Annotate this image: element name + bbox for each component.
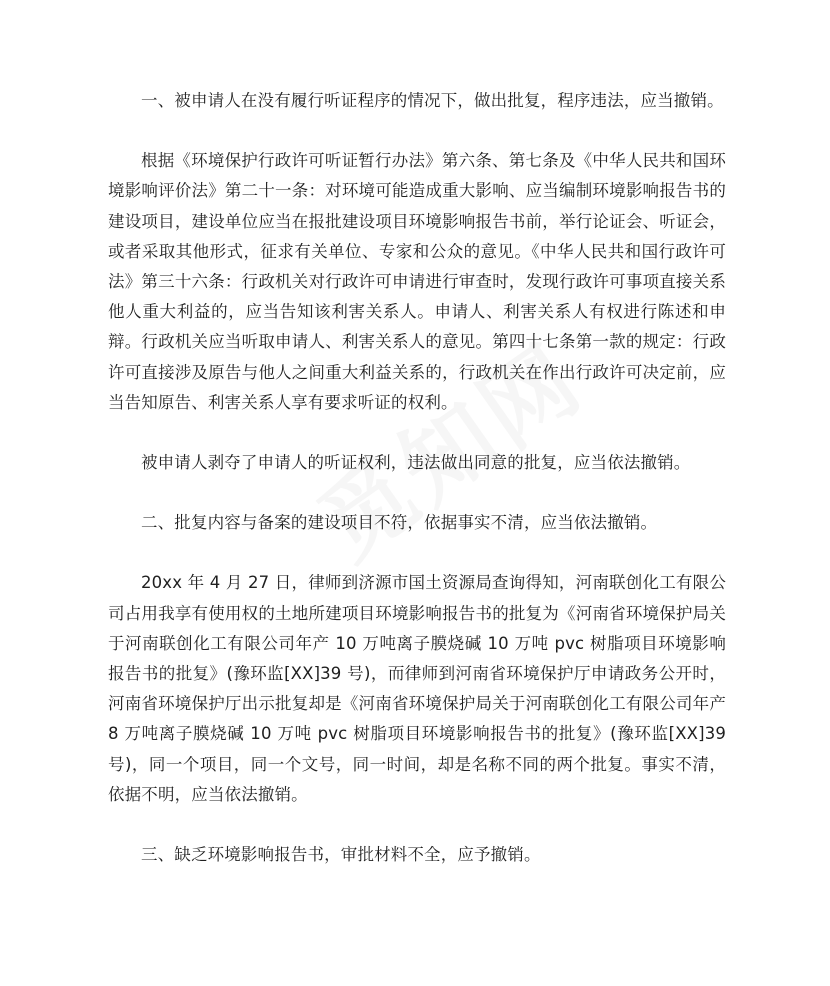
facts-paragraph: 20xx 年 4 月 27 日，律师到济源市国土资源局查询得知，河南联创化工有限公司占用我享有使用权的土地所建项目环境影响报告书的批复为《河南省环境保护局关于河南联创化工有限公司年产 10 万吨离子膜烧碱 10 万吨 pvc 树脂项目环境影响报告书的批复》(豫环监[XX]39 号)，而律师到河南省环境保护厅申请政务公开时，河南省环境保护厅出示批复却是《河南省环境保护局关于河南联创化工有限公司年产 8 万吨离子膜烧碱 10 万吨 pvc 树脂项目环境影响报告书的批复》(豫环监[XX]39 号)，同一个项目，同一个文号，同一时间，却是名称不同的两个批复。事实不清，依据不明，应当依法撤销。: [108, 573, 726, 804]
legal-basis-paragraph: 根据《环境保护行政许可听证暂行办法》第六条、第七条及《中华人民共和国环境影响评价法》第二十一条：对环境可能造成重大影响、应当编制环境影响报告书的建设项目，建设单位应当在报批建设项目环境影响报告书前，举行论证会、听证会，或者采取其他形式，征求有关单位、专家和公众的意见。《中华人民共和国行政许可法》第三十六条：行政机关对行政许可申请进行审查时，发现行政许可事项直接关系他人重大利益的，应当告知该利害关系人。申请人、利害关系人有权进行陈述和申辩。行政机关应当听取申请人、利害关系人的意见。第四十七条第一款的规定：行政许可直接涉及原告与他人之间重大利益关系的，行政机关在作出行政许可决定前，应当告知原告、利害关系人享有要求听证的权利。: [108, 151, 726, 412]
paragraph-spacer: [108, 116, 726, 146]
section-heading-1: 一、被申请人在没有履行听证程序的情况下，做出批复，程序违法，应当撤销。: [141, 91, 724, 110]
paragraph-spacer: [108, 538, 726, 568]
paragraph-spacer: [108, 478, 726, 508]
paragraph-spacer: [108, 418, 726, 448]
document-body: [108, 86, 726, 870]
conclusion-paragraph-1: 被申请人剥夺了申请人的听证权利，违法做出同意的批复，应当依法撤销。: [141, 453, 691, 473]
section-heading-2: 二、批复内容与备案的建设项目不符，依据事实不清，应当依法撤销。: [141, 513, 658, 533]
section-heading-3: 三、缺乏环境影响报告书，审批材料不全，应予撤销。: [141, 845, 541, 865]
paragraph-spacer: [108, 810, 726, 840]
